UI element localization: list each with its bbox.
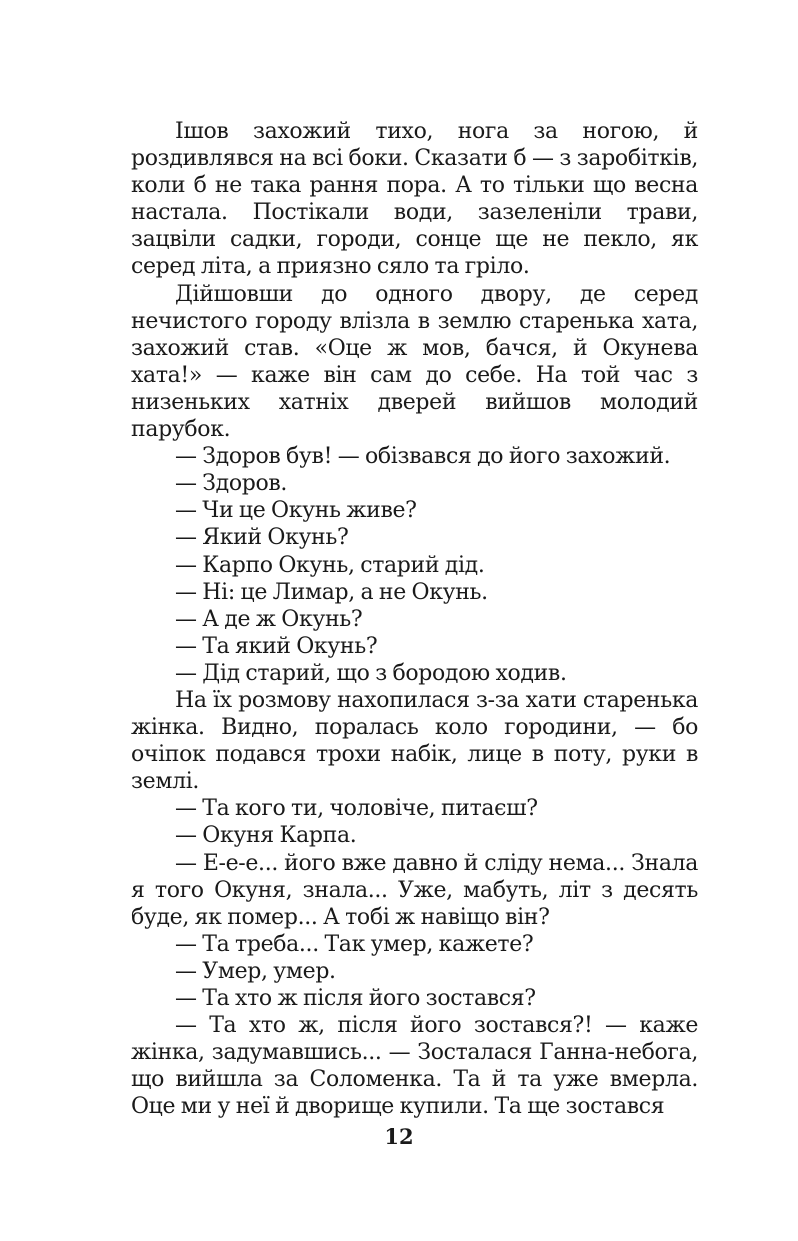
dialogue-line-1: — Здоров був! — обізвався до його захожий.: [175, 444, 671, 470]
dialogue-line-4: — Який Окунь?: [175, 525, 349, 551]
paragraph-2: Дійшовши до одного двору, де серед нечистого городу влізла в землю старенька хата, захожий став. «Оце ж мов, бачся, й Окунева хата!» — каже він сам до себе. На той час з низеньких хатніх дверей вийшов молодий парубок.: [131, 281, 698, 443]
dialogue-line-11: — Окуня Карпа.: [175, 823, 357, 849]
page-text: [131, 118, 698, 1120]
dialogue-line-3: — Чи це Окунь живе?: [175, 498, 417, 524]
dialogue-line-16: — Та хто ж, після його зостався?! — каже жінка, задумавшись... — Зосталася Ганна-небога, що вийшла за Соломенка. Та й та уже вмерла. Оце ми у неї й дворище купили. Та ще зостався: [131, 1013, 698, 1120]
dialogue-line-13: — Та треба... Так умер, кажете?: [175, 931, 534, 957]
dialogue-line-7: — А де ж Окунь?: [175, 606, 363, 632]
dialogue-line-10: — Та кого ти, чоловіче, питаєш?: [175, 796, 538, 822]
dialogue-line-5: — Карпо Окунь, старий дід.: [175, 552, 485, 578]
paragraph-1: Ішов захожий тихо, нога за ногою, й роздивлявся на всі боки. Сказати б — з заробітків, коли б не така рання пора. А то тільки що весна настала. Постікали води, зазеленіли трави, зацвіли садки, городи, сонце ще не пекло, як серед літа, а приязно сяло та гріло.: [131, 119, 698, 280]
dialogue-line-6: — Ні: це Лимар, а не Окунь.: [175, 579, 488, 605]
dialogue-line-9: — Дід старий, що з бородою ходив.: [175, 660, 567, 686]
dialogue-line-12: — Е-е-е... його вже давно й сліду нема... Знала я того Окуня, знала... Уже, мабуть, літ з десять буде, як помер... А тобі ж навіщо він?: [131, 850, 698, 930]
dialogue-line-14: — Умер, умер.: [175, 958, 336, 984]
dialogue-line-8: — Та який Окунь?: [175, 633, 378, 659]
page-number: 12: [384, 1124, 414, 1149]
dialogue-line-2: — Здоров.: [175, 471, 288, 497]
paragraph-3: На їх розмову нахопилася з-за хати старенька жінка. Видно, поралась коло городини, — бо очіпок подався трохи набік, лице в поту, руки в землі.: [131, 687, 698, 795]
dialogue-line-15: — Та хто ж після його зостався?: [175, 986, 536, 1011]
